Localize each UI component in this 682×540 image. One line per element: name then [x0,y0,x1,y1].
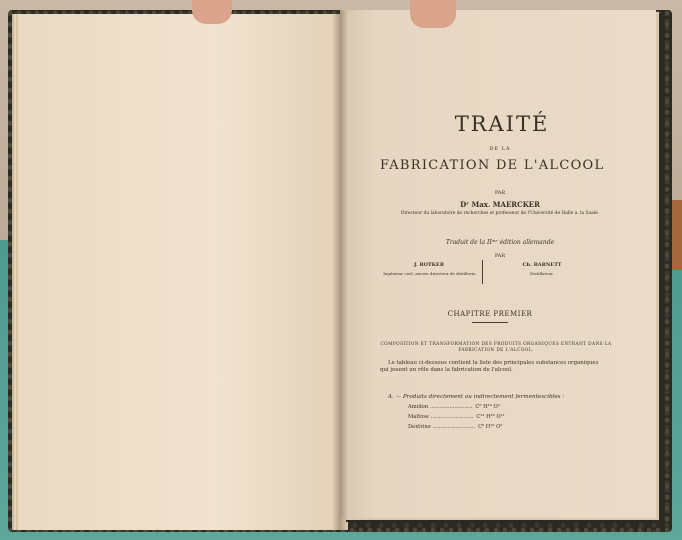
intro-paragraph: Le tableau ci-dessous contient la liste des principales substances organiques qui jouent un rôle dans la fabrication de l'alcool. [380,360,599,373]
book-title: TRAITÉ [454,112,550,136]
translation-note: Traduit de la IIᵐᵉ édition allemande [445,239,555,246]
translator-2-description: Distillateur. [530,271,554,276]
substance-formula: C⁶ H¹⁰ O⁵ [475,404,500,410]
substance-name: Dextrine [408,424,431,430]
author-name: Dʳ Max. MAERCKER [460,200,540,209]
leader-dots: .......................... [430,414,474,420]
leader-dots: .......................... [432,424,476,430]
finger-right [410,0,456,28]
title-connector: DE LA [489,146,511,152]
substance-formula: C⁶ H¹⁰ O⁵ [478,424,503,430]
section-a-heading: A. — Produits directement ou indirectement fermentescibles : [388,394,565,400]
translator-divider [482,260,483,284]
translator-1-description: Ingénieur civil, ancien directeur de distillerie. [383,271,477,276]
substance-name: Amidon [408,404,429,410]
author-description: Directeur du laboratoire de recherches et professeur de l'Université de Halle a. la Saale. [400,211,600,216]
left-blank-page [18,14,348,530]
title-page [340,10,656,518]
table-row [408,424,502,430]
translator-1-name: J. ROTKER [413,262,444,268]
par-label: PAR [494,190,506,196]
table-row [408,414,505,420]
book-subtitle: FABRICATION DE L'ALCOOL [380,158,605,173]
leader-dots: .......................... [429,404,473,410]
par-label-2: PAR [494,253,506,259]
table-row [408,404,500,410]
substance-formula: C¹² H²² O¹¹ [476,414,505,420]
chapter-title: CHAPITRE PREMIER [447,310,533,318]
chapter-heading: COMPOSITION ET TRANSFORMATION DES PRODUITS ORGANIQUES ENTRANT DANS LA FABRICATION DE L'ALCOOL. [380,342,612,353]
chapter-rule [472,322,508,323]
finger-left [192,0,232,24]
translator-2-name: Ch. BARNETT [522,262,562,268]
substance-name: Maltose [408,414,430,420]
book-gutter [332,10,348,530]
